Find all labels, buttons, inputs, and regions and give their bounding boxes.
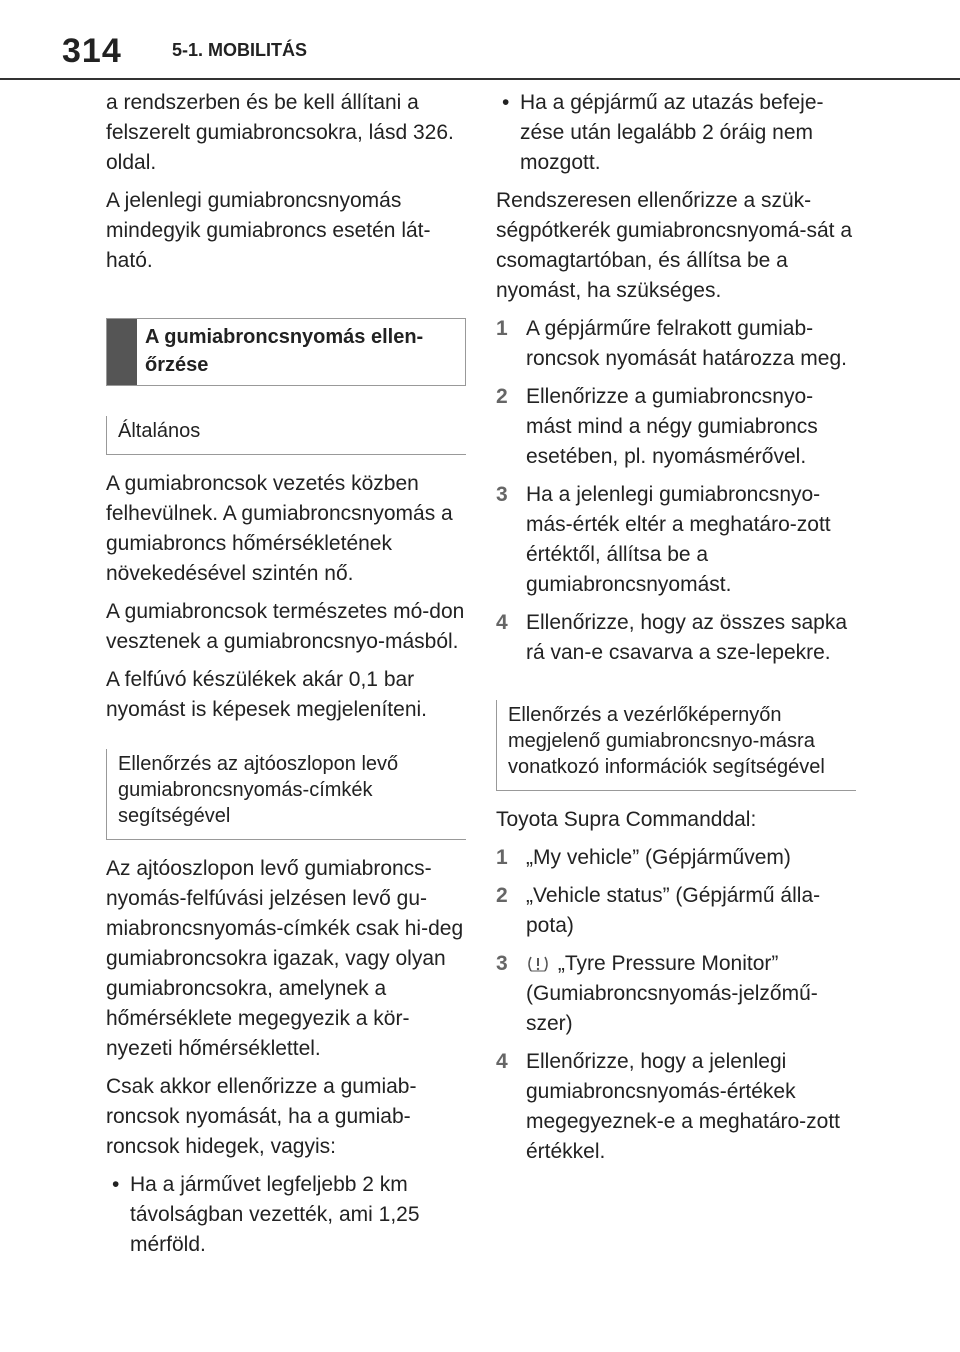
step-item <box>496 480 856 600</box>
bullet-dot: • <box>112 1173 120 1196</box>
paragraph: Toyota Supra Commanddal: <box>496 808 757 831</box>
bullet-item <box>106 1170 466 1260</box>
paragraph: Az ajtóoszlopon levő gumiabroncs-nyomás-felfúvási jelzésen levő gu-miabroncsnyomás-címkék csak hi-deg gumiabroncsokra igazak, vagy olyan gumiabroncsokra, amelynek a hőmérséklete megegyezik a kör-nyezeti hőmérséklettel. <box>106 857 464 1060</box>
left-column <box>106 88 466 1268</box>
step-text: „Tyre Pressure Monitor” (Gumiabroncsnyomás-jelzőmű-szer) <box>526 952 818 1035</box>
heading-bar <box>107 319 137 385</box>
step-number: 2 <box>496 884 508 907</box>
paragraph: Csak akkor ellenőrizze a gumiab-roncsok nyomását, ha a gumiab-roncsok hidegek, vagyis: <box>106 1075 417 1158</box>
steps-list-display <box>496 843 856 1167</box>
step-text: Ellenőrizze, hogy az összes sapka rá van-e csavarva a sze-lepekre. <box>526 611 847 664</box>
step-text: Ellenőrizze, hogy a jelenlegi gumiabroncsnyomás-értékek megegyeznek-e a meghatáro-zott értékkel. <box>526 1050 841 1163</box>
bullet-dot: • <box>502 91 510 114</box>
step-number: 3 <box>496 952 508 975</box>
step-item <box>496 949 856 1039</box>
bullet-text: Ha a járművet legfeljebb 2 km távolságban vezették, ami 1,25 mérföld. <box>130 1173 420 1256</box>
step-number: 3 <box>496 483 508 506</box>
step-text: „Vehicle status” (Gépjármű álla-pota) <box>526 884 821 937</box>
paragraph: A gumiabroncsok vezetés közben felhevülnek. A gumiabroncsnyomás a gumiabroncs hőmérsékletének növekedésével szintén nő. <box>106 472 453 585</box>
step-number: 1 <box>496 846 508 869</box>
step-text: A gépjárműre felrakott gumiab-roncsok nyomását határozza meg. <box>526 317 847 370</box>
page-number: 314 <box>62 32 122 70</box>
step-number: 1 <box>496 317 508 340</box>
step-item <box>496 1047 856 1167</box>
paragraph: a rendszerben és be kell állítani a felszerelt gumiabroncsokra, lásd 326. oldal. <box>106 91 454 174</box>
step-item <box>496 382 856 472</box>
steps-list-manual <box>496 314 856 668</box>
paragraph: Rendszeresen ellenőrizze a szük-ségpótkerék gumiabroncsnyomá-sát a csomagtartóban, és állítsa be a nyomást, ha szükséges. <box>496 189 853 302</box>
paragraph: A felfúvó készülékek akár 0,1 bar nyomást is képesek megjeleníteni. <box>106 668 427 721</box>
step-item <box>496 314 856 374</box>
bullet-item <box>496 88 856 178</box>
header-divider <box>0 78 960 80</box>
subheading-control-display: Ellenőrzés a vezérlőképernyőn megjelenő gumiabroncsnyo-másra vonatkozó információk segítségével <box>496 700 856 791</box>
step-text: Ha a jelenlegi gumiabroncsnyo-más-érték eltér a meghatáro-zott értéktől, állítsa be a gumiabroncsnyomást. <box>526 483 831 596</box>
section-heading: A gumiabroncsnyomás ellen-őrzése <box>145 326 424 376</box>
step-number: 4 <box>496 1050 508 1073</box>
right-column <box>496 88 856 1175</box>
paragraph: A jelenlegi gumiabroncsnyomás mindegyik gumiabroncs esetén lát-ható. <box>106 189 431 272</box>
paragraph: A gumiabroncsok természetes mó-don vesztenek a gumiabroncsnyo-másból. <box>106 600 465 653</box>
tyre-pressure-warning-icon <box>526 955 550 973</box>
step-text: Ellenőrizze a gumiabroncsnyo-mást mind a négy gumiabroncs esetében, pl. nyomásmérővel. <box>526 385 818 468</box>
subheading-general: Általános <box>106 416 466 455</box>
page-header <box>0 0 960 80</box>
step-item <box>496 881 856 941</box>
section-title: 5-1. MOBILITÁS <box>172 40 308 60</box>
step-item <box>496 843 856 873</box>
step-number: 2 <box>496 385 508 408</box>
section-heading-box <box>106 318 466 386</box>
subheading-door-label: Ellenőrzés az ajtóoszlopon levő gumiabroncsnyomás-címkék segítségével <box>106 749 466 840</box>
bullet-text: Ha a gépjármű az utazás befeje-zése után legalább 2 óráig nem mozgott. <box>520 91 824 174</box>
step-number: 4 <box>496 611 508 634</box>
step-item <box>496 608 856 668</box>
step-text: „My vehicle” (Gépjárművem) <box>526 846 791 869</box>
